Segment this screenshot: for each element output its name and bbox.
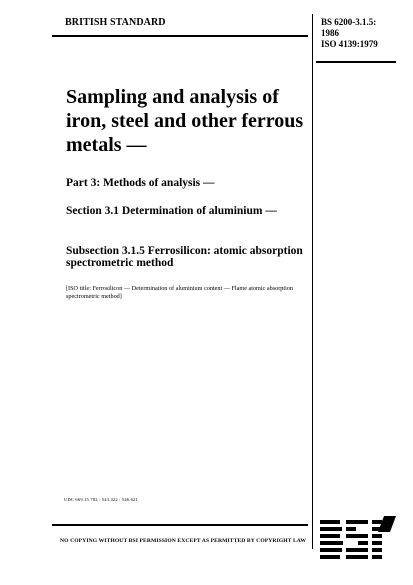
- section-heading: Section 3.1 Determination of aluminium —: [66, 205, 277, 217]
- udc-classification: UDC 669.15.782 : 543.422 : 546.621: [64, 497, 138, 502]
- reference-rule: [316, 61, 396, 63]
- bsi-logo-icon: [318, 514, 398, 562]
- iso-reference: ISO 4139:1979: [321, 39, 378, 49]
- part-heading: Part 3: Methods of analysis —: [66, 177, 215, 189]
- iso-title-note: [ISO title: Ferrosilicon — Determination of aluminium content — Flame atomic absorption spectrometric method]: [66, 285, 294, 300]
- copyright-notice: NO COPYING WITHOUT BSI PERMISSION EXCEPT AS PERMITTED BY COPYRIGHT LAW: [60, 538, 307, 544]
- document-title: Sampling and analysis of iron, steel and other ferrous metals —: [66, 86, 304, 156]
- vertical-divider: [312, 14, 313, 549]
- subsection-heading: Subsection 3.1.5 Ferrosilicon: atomic absorption spectrometric method: [66, 245, 303, 269]
- header-rule: [52, 35, 308, 37]
- standard-year: 1986: [321, 28, 339, 38]
- footer-rule: [52, 524, 308, 526]
- document-brand: BRITISH STANDARD: [65, 17, 166, 28]
- standard-reference: [321, 17, 378, 50]
- standard-number: BS 6200-3.1.5:: [321, 17, 377, 27]
